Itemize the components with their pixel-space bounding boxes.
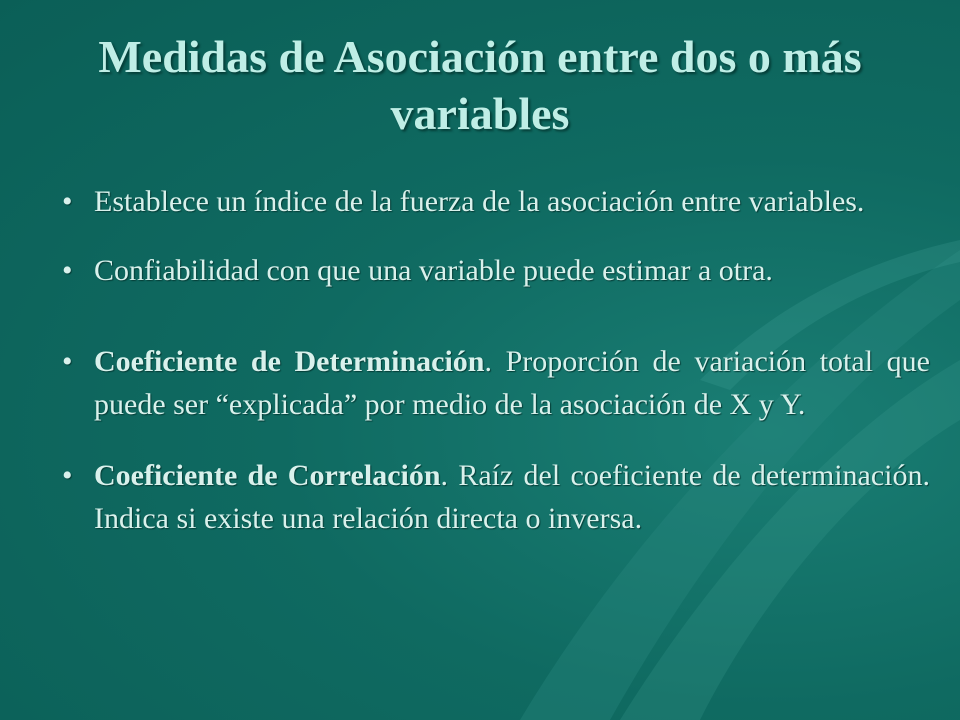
bullet-term: Coeficiente de Determinación bbox=[94, 345, 485, 378]
bullet-text: Establece un índice de la fuerza de la asociación entre variables. bbox=[94, 185, 865, 218]
bullet-list bbox=[62, 180, 930, 540]
bullet-dot-icon: • bbox=[62, 459, 73, 492]
bullet-text: . Proporción de variación total que puede ser “explicada” por medio de la asociación de X y Y. bbox=[94, 345, 930, 421]
bullet-text: . Raíz del coeficiente de determinación. Indica si existe una relación directa o inversa. bbox=[94, 459, 930, 535]
bullet-text: Confiabilidad con que una variable puede estimar a otra. bbox=[94, 254, 773, 287]
bullet-item bbox=[62, 249, 930, 292]
bullet-dot-icon: • bbox=[62, 254, 73, 287]
slide-title: Medidas de Asociación entre dos o más variables bbox=[98, 31, 862, 139]
bullet-item bbox=[62, 454, 930, 540]
bullet-dot-icon: • bbox=[62, 185, 73, 218]
bullet-item bbox=[62, 340, 930, 426]
bullet-dot-icon: • bbox=[62, 345, 73, 378]
bullet-item bbox=[62, 180, 930, 223]
bullet-term: Coeficiente de Correlación bbox=[94, 459, 441, 492]
